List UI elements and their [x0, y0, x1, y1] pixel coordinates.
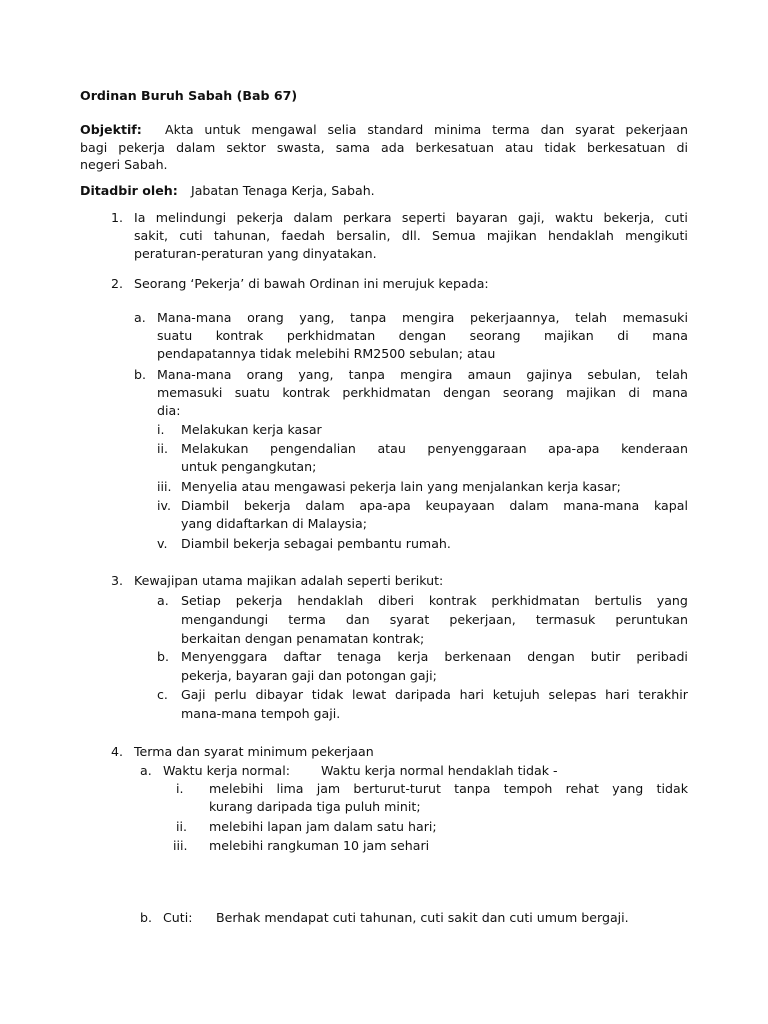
sub-item-text: kurang daripada tiga puluh minit;: [209, 799, 421, 814]
item-4-text: Terma dan syarat minimum pekerjaan: [134, 744, 374, 759]
word: bekerja: [243, 498, 291, 513]
word: tahunan,: [213, 228, 271, 243]
item-3c-line: [181, 686, 688, 704]
word: bayaran: [455, 210, 508, 225]
word: mengira: [401, 310, 455, 325]
word: suatu: [157, 328, 193, 343]
sub-item-text: melebihi rangkuman 10 jam sehari: [209, 838, 430, 853]
item-3a-line: [181, 611, 688, 629]
word: mengawal: [251, 122, 317, 137]
word: atau: [505, 140, 534, 155]
item-3b-line: pekerja, bayaran gaji dan potongan gaji;: [181, 668, 437, 683]
word: bertulis: [594, 593, 642, 608]
word: peruntukan: [615, 612, 688, 627]
word: kapal: [653, 498, 688, 513]
item-2b-line: [157, 366, 688, 384]
roman-number: i.: [157, 422, 165, 437]
word: penyenggaraan: [427, 441, 527, 456]
word: diberi: [378, 593, 414, 608]
word: apa-apa: [548, 441, 600, 456]
item-4a-label: Waktu kerja normal:: [163, 763, 290, 778]
item-2a-line: [157, 309, 688, 327]
roman-number: iii.: [173, 838, 188, 853]
word: selepas: [548, 687, 597, 702]
word: memasuki: [157, 385, 223, 400]
item-2a-line: [157, 327, 688, 345]
list-letter: a.: [134, 310, 146, 325]
word: lewat: [352, 687, 387, 702]
word: dalam: [176, 140, 216, 155]
word: dibayar: [255, 687, 304, 702]
word: dengan: [443, 385, 491, 400]
word: Menyenggara: [181, 649, 268, 664]
word: tidak: [311, 687, 344, 702]
word: seperti: [401, 210, 446, 225]
word: lima: [276, 781, 304, 796]
sub-item-text: melebihi lapan jam dalam satu hari;: [209, 819, 437, 834]
sub-item-text: [181, 497, 688, 515]
word: termasuk: [535, 612, 596, 627]
word: butir: [590, 649, 621, 664]
list-letter: c.: [157, 687, 168, 702]
word: dalam: [509, 498, 549, 513]
word: dalam: [305, 498, 345, 513]
word: tidak: [656, 781, 688, 796]
word: gajinya: [526, 367, 573, 382]
word: hendaklah: [297, 593, 364, 608]
list-letter: b.: [157, 649, 169, 664]
word: Diambil: [181, 498, 230, 513]
word: apa-apa: [359, 498, 411, 513]
word: untuk: [204, 122, 241, 137]
list-letter: a.: [157, 593, 169, 608]
word: daripada: [395, 687, 451, 702]
item-4b-label: Cuti:: [163, 910, 193, 925]
word: pekerjaan: [625, 122, 688, 137]
item-4a-value: Waktu kerja normal hendaklah tidak -: [321, 763, 558, 778]
word: cuti: [179, 228, 203, 243]
word: jam: [316, 781, 341, 796]
sub-item-text: untuk pengangkutan;: [181, 459, 317, 474]
word: majikan: [543, 328, 594, 343]
word: sakit,: [134, 228, 169, 243]
word: perkhidmatan: [342, 385, 431, 400]
word: pengendalian: [270, 441, 356, 456]
word: berkesatuan: [586, 140, 666, 155]
word: tidak: [544, 140, 576, 155]
word: tanpa: [348, 367, 385, 382]
list-letter: a.: [140, 763, 152, 778]
objektif-label: Objektif:: [80, 122, 142, 137]
list-number: 3.: [111, 573, 124, 588]
list-number: 1.: [111, 210, 124, 225]
word: mana-mana: [563, 498, 640, 513]
objektif-text-line: negeri Sabah.: [80, 157, 168, 172]
word: terakhir: [638, 687, 688, 702]
word: cuti: [664, 210, 688, 225]
word: di: [628, 385, 640, 400]
word: dengan: [527, 649, 575, 664]
word: berkesatuan: [415, 140, 494, 155]
word: perkhidmatan: [286, 328, 376, 343]
word: melindungi: [155, 210, 227, 225]
word: mengandungi: [181, 612, 269, 627]
roman-number: v.: [157, 536, 168, 551]
word: bagi: [80, 140, 108, 155]
list-number: 2.: [111, 276, 124, 291]
word: dengan: [398, 328, 447, 343]
item-3a-line: [181, 592, 688, 610]
item-4b-value: Berhak mendapat cuti tahunan, cuti sakit dan cuti umum bergaji.: [216, 910, 629, 925]
item-1-line: [134, 209, 688, 227]
word: pekerja: [118, 140, 166, 155]
word: tenaga: [337, 649, 382, 664]
word: selia: [327, 122, 357, 137]
word: sama: [335, 140, 370, 155]
word: kontrak: [428, 593, 477, 608]
word: seorang: [469, 328, 521, 343]
word: bekerja,: [603, 210, 655, 225]
word: minima: [434, 122, 482, 137]
item-3c-line: mana-mana tempoh gaji.: [181, 706, 341, 721]
sub-item-text: Menyelia atau mengawasi pekerja lain yang menjalankan kerja kasar;: [181, 479, 621, 494]
word: perkara: [343, 210, 392, 225]
sub-item-text: yang didaftarkan di Malaysia;: [181, 516, 367, 531]
item-2b-line: dia:: [157, 403, 181, 418]
word: atau: [377, 441, 406, 456]
word: kerja: [397, 649, 429, 664]
word: sektor: [226, 140, 266, 155]
word: Akta: [165, 122, 194, 137]
word: ketujuh: [492, 687, 540, 702]
word: waktu: [554, 210, 594, 225]
roman-number: ii.: [176, 819, 188, 834]
word: kontrak: [215, 328, 264, 343]
word: rehat: [565, 781, 599, 796]
word: orang: [247, 310, 284, 325]
word: pekerja: [235, 593, 283, 608]
word: ada: [381, 140, 405, 155]
word: mana: [652, 385, 688, 400]
word: bersalin,: [336, 228, 391, 243]
list-number: 4.: [111, 744, 124, 759]
word: dan: [345, 612, 370, 627]
word: tanpa: [454, 781, 491, 796]
word: Ia: [134, 210, 146, 225]
sub-item-text: Diambil bekerja sebagai pembantu rumah.: [181, 536, 451, 551]
word: pekerja: [236, 210, 284, 225]
word: yang,: [299, 310, 335, 325]
word: standard: [367, 122, 424, 137]
word: pekerjaannya,: [469, 310, 560, 325]
item-1-line: [134, 227, 688, 245]
word: majikan: [486, 228, 537, 243]
word: perkhidmatan: [491, 593, 580, 608]
item-2-text: Seorang ‘Pekerja’ di bawah Ordinan ini merujuk kepada:: [134, 276, 489, 291]
word: yang: [656, 593, 688, 608]
word: perlu: [214, 687, 247, 702]
word: telah: [656, 367, 688, 382]
ditadbir-value: Jabatan Tenaga Kerja, Sabah.: [191, 183, 375, 198]
word: dan: [540, 122, 565, 137]
sub-item-text: [181, 440, 688, 458]
word: hari: [605, 687, 630, 702]
objektif-text-line: [165, 121, 688, 139]
word: pekerjaan,: [449, 612, 516, 627]
word: syarat: [389, 612, 430, 627]
word: dalam: [293, 210, 333, 225]
item-3b-line: [181, 648, 688, 666]
word: gaji,: [517, 210, 545, 225]
word: berturut-turut: [353, 781, 441, 796]
word: Gaji: [181, 687, 206, 702]
word: di: [676, 140, 688, 155]
word: Mana-mana: [157, 310, 232, 325]
word: yang,: [298, 367, 334, 382]
sub-item-text: [209, 780, 688, 798]
word: tempoh: [503, 781, 553, 796]
word: kontrak: [282, 385, 330, 400]
roman-number: i.: [176, 781, 184, 796]
word: mengikuti: [625, 228, 688, 243]
word: keupayaan: [425, 498, 495, 513]
item-3-text: Kewajipan utama majikan adalah seperti berikut:: [134, 573, 444, 588]
word: telah: [575, 310, 608, 325]
item-2b-line: [157, 384, 688, 402]
word: dll.: [401, 228, 421, 243]
word: amaun: [467, 367, 512, 382]
roman-number: iv.: [157, 498, 171, 513]
word: Setiap: [181, 593, 221, 608]
word: orang: [246, 367, 284, 382]
roman-number: iii.: [157, 479, 172, 494]
word: di: [617, 328, 629, 343]
word: terma: [492, 122, 530, 137]
word: seorang: [502, 385, 554, 400]
word: terma: [288, 612, 326, 627]
word: syarat: [575, 122, 615, 137]
word: Mana-mana: [157, 367, 232, 382]
word: suatu: [234, 385, 270, 400]
document-title: Ordinan Buruh Sabah (Bab 67): [80, 88, 298, 103]
item-2a-line: pendapatannya tidak melebihi RM2500 sebulan; atau: [157, 346, 496, 361]
list-letter: b.: [140, 910, 152, 925]
word: daftar: [283, 649, 322, 664]
word: melebihi: [209, 781, 264, 796]
list-letter: b.: [134, 367, 146, 382]
word: yang: [612, 781, 644, 796]
word: tanpa: [350, 310, 387, 325]
word: sebulan,: [587, 367, 641, 382]
word: memasuki: [622, 310, 688, 325]
word: majikan: [566, 385, 616, 400]
word: peribadi: [636, 649, 688, 664]
objektif-text-line: [80, 139, 688, 157]
word: swasta,: [276, 140, 325, 155]
word: hari: [459, 687, 484, 702]
sub-item-text: Melakukan kerja kasar: [181, 422, 322, 437]
item-3a-line: berkaitan dengan penamatan kontrak;: [181, 631, 425, 646]
item-1-line: peraturan-peraturan yang dinyatakan.: [134, 246, 377, 261]
word: kenderaan: [621, 441, 688, 456]
word: mana: [652, 328, 688, 343]
word: Semua: [431, 228, 476, 243]
word: hendaklah: [547, 228, 614, 243]
word: faedah: [281, 228, 326, 243]
word: Melakukan: [181, 441, 249, 456]
roman-number: ii.: [157, 441, 169, 456]
word: berkenaan: [444, 649, 512, 664]
word: mengira: [400, 367, 453, 382]
ditadbir-label: Ditadbir oleh:: [80, 183, 178, 198]
